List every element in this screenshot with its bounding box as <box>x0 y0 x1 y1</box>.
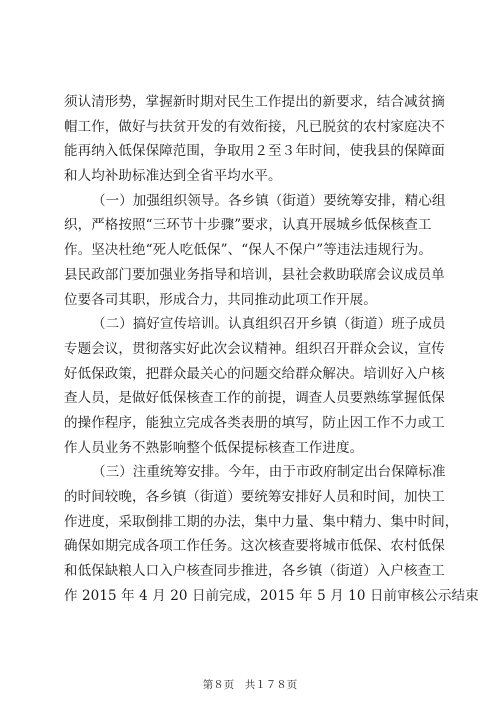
text-line: 织，严格按照“三环节十步骤”要求，认真开展城乡低保核查工 <box>64 217 432 234</box>
paragraph-heading-line: （二）搞好宣传培训。认真组织召开乡镇（街道）班子成员 <box>92 316 446 333</box>
page-footer <box>0 677 500 692</box>
text-line: 的操作程序，能独立完成各类表册的填写，防止因工作不力或工 <box>64 414 445 431</box>
page-number-label: 第８页 共１７８页 <box>202 679 298 691</box>
paragraph-heading-line: （一）加强组织领导。各乡镇（街道）要统筹安排，精心组 <box>92 192 446 209</box>
text-line: 作进度，采取倒排工期的办法，集中力量、集中精力、集中时间， <box>64 513 459 530</box>
text-line: 能再纳入低保保障范围，争取用２至３年时间，使我县的保障面 <box>64 143 445 160</box>
text-line: 作。坚决杜绝“死人吃低保”、“保人不保户”等违法违规行为。 <box>64 242 433 259</box>
text-line: 作人员业务不熟影响整个低保提标核查工作进度。 <box>64 439 364 456</box>
text-line: 确保如期完成各项工作任务。这次核查要将城市低保、农村低保 <box>64 538 445 555</box>
text-line: 县民政部门要加强业务指导和培训，县社会救助联席会议成员单 <box>64 266 445 283</box>
text-line: 的时间较晚，各乡镇（街道）要统筹安排好人员和时间，加快工 <box>64 489 445 505</box>
text-line: 查人员，是做好低保核查工作的前提，调查人员要熟练掌握低保 <box>64 390 445 407</box>
text-line: 和人均补助标准达到全省平均水平。 <box>64 168 282 185</box>
text-line: 作 2015 年 4 月 20 日前完成，2015 年 5 月 10 日前审核公示结束 <box>64 587 479 604</box>
text-line: 位要各司其职，形成合力，共同推动此项工作开展。 <box>64 291 377 308</box>
text-line: 和低保缺粮人口入户核查同步推进，各乡镇（街道）入户核查工 <box>64 563 445 580</box>
paragraph-heading-line: （三）注重统筹安排。今年，由于市政府制定出台保障标准 <box>92 464 446 481</box>
text-line: 须认清形势，掌握新时期对民生工作提出的新要求，结合减贫摘 <box>64 94 445 110</box>
body-text <box>64 90 479 608</box>
text-line: 帽工作，做好与扶贫开发的有效衔接，凡已脱贫的农村家庭决不 <box>64 118 445 135</box>
text-line: 专题会议，贯彻落实好此次会议精神。组织召开群众会议，宣传 <box>64 340 445 357</box>
text-line: 好低保政策，把群众最关心的问题交给群众解决。培训好入户核 <box>64 365 445 382</box>
